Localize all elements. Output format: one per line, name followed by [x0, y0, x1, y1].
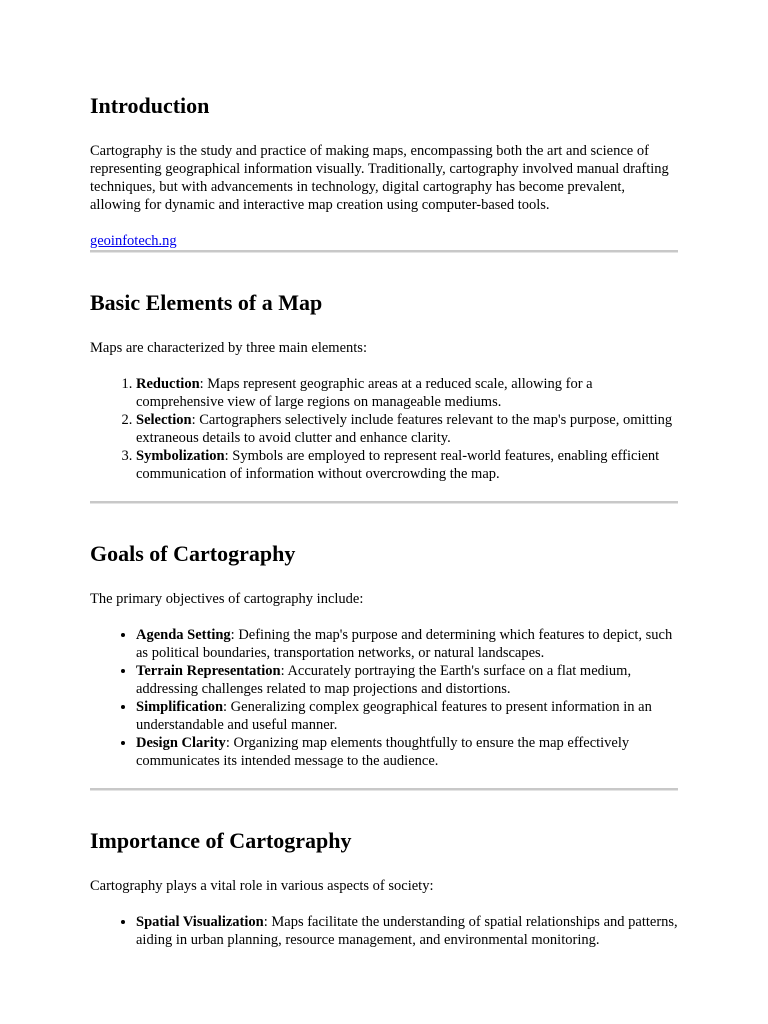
section-heading-importance: Importance of Cartography	[90, 828, 352, 853]
list-item-text: : Symbols are employed to represent real-world features, enabling efficient communication of information without overcrowding the map.	[136, 448, 660, 482]
list-item-term: Simplification	[136, 699, 224, 715]
list-item-term: Terrain Representation	[136, 663, 281, 679]
list-item-text: : Cartographers selectively include features relevant to the map's purpose, omitting extraneous details to avoid clutter and enhance clarity.	[136, 412, 673, 446]
section-divider	[90, 501, 678, 504]
document-content	[90, 92, 678, 967]
section-divider	[90, 250, 678, 253]
list-item-term: Symbolization	[136, 448, 225, 464]
importance-list	[90, 913, 678, 949]
source-link[interactable]: geoinfotech.ng	[90, 233, 177, 249]
list-item-term: Reduction	[136, 376, 200, 392]
list-item-text: : Accurately portraying the Earth's surface on a flat medium, addressing challenges related to map projections and distortions.	[136, 663, 632, 697]
list-item-text: : Maps facilitate the understanding of spatial relationships and patterns, aiding in urban planning, resource management, and environmental monitoring.	[136, 914, 678, 948]
list-item-text: : Generalizing complex geographical features to present information in an understandable and useful manner.	[136, 699, 652, 733]
list-item	[136, 411, 678, 447]
list-item-term: Agenda Setting	[136, 627, 231, 643]
intro-paragraph: Cartography is the study and practice of making maps, encompassing both the art and science of representing geographical information visually. Traditionally, cartography involved manual drafting techniques, but with advancements in technology, digital cartography has become prevalent, allowing for dynamic and interactive map creation using computer-based tools.	[90, 143, 669, 213]
list-item-term: Design Clarity	[136, 735, 226, 751]
list-item	[136, 626, 678, 662]
list-item	[136, 375, 678, 411]
list-item	[136, 913, 678, 949]
importance-lead: Cartography plays a vital role in various aspects of society:	[90, 878, 434, 894]
list-item-text: : Maps represent geographic areas at a reduced scale, allowing for a comprehensive view of large regions on manageable mediums.	[136, 376, 593, 410]
list-item-term: Selection	[136, 412, 192, 428]
source-link-line	[90, 232, 678, 250]
section-heading-introduction: Introduction	[90, 93, 210, 118]
list-item	[136, 447, 678, 483]
basic-elements-list	[90, 375, 678, 483]
list-item-term: Spatial Visualization	[136, 914, 264, 930]
goals-list	[90, 626, 678, 770]
basic-elements-lead: Maps are characterized by three main elements:	[90, 340, 367, 356]
list-item-text: : Organizing map elements thoughtfully to ensure the map effectively communicates its intended message to the audience.	[136, 735, 630, 769]
section-divider	[90, 788, 678, 791]
list-item	[136, 698, 678, 734]
goals-lead: The primary objectives of cartography include:	[90, 591, 364, 607]
section-heading-basic-elements: Basic Elements of a Map	[90, 290, 323, 315]
list-item-text: : Defining the map's purpose and determining which features to depict, such as political boundaries, transportation networks, or natural landscapes.	[136, 627, 673, 661]
section-heading-goals: Goals of Cartography	[90, 541, 296, 566]
list-item	[136, 662, 678, 698]
list-item	[136, 734, 678, 770]
